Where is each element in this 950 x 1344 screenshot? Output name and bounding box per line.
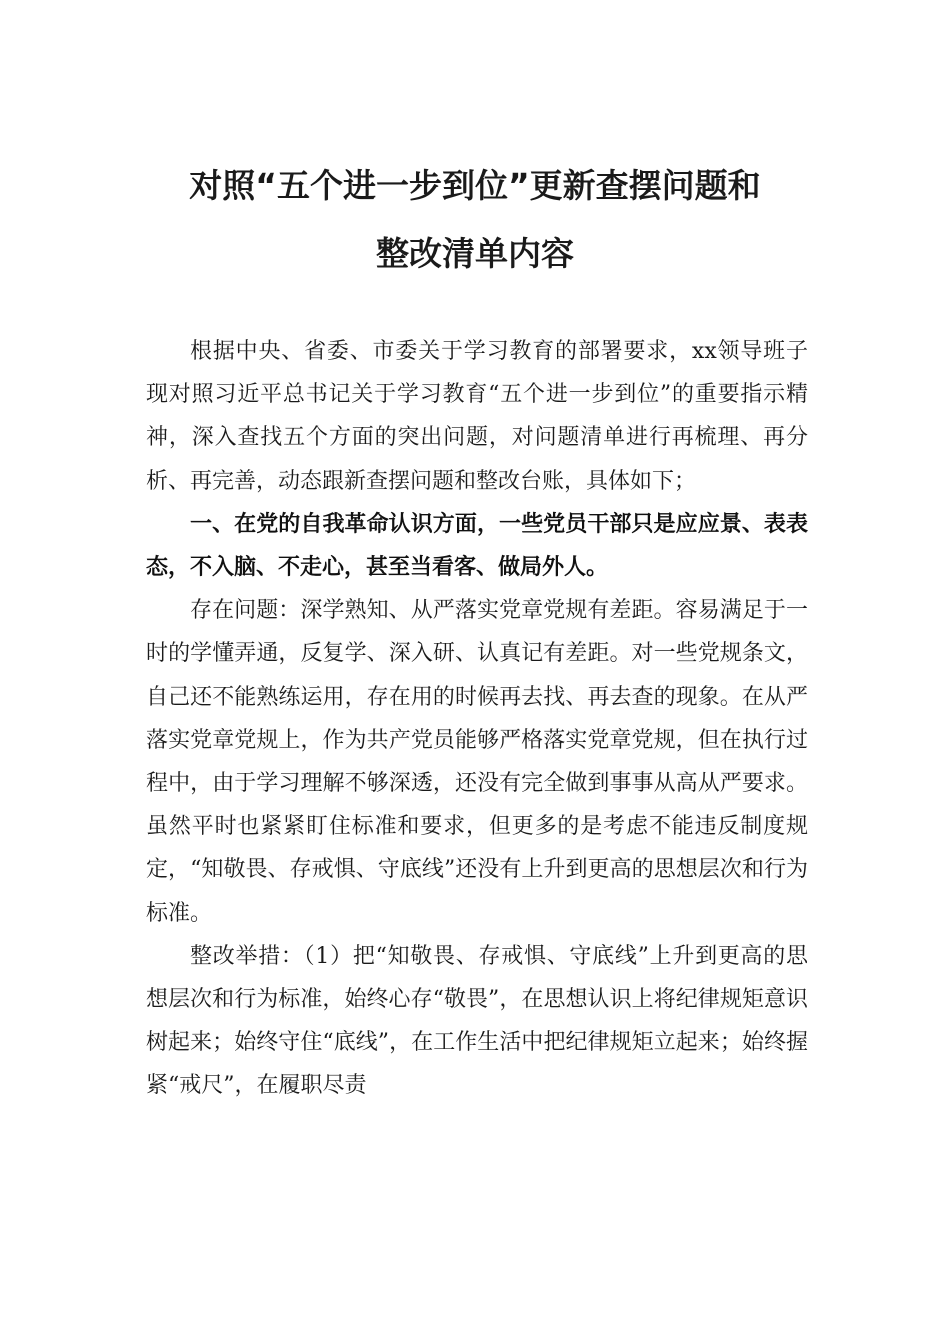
- intro-paragraph: 根据中央、省委、市委关于学习教育的部署要求，xx领导班子现对照习近平总书记关于学习教育“五个进一步到位”的重要指示精神，深入查找五个方面的突出问题，对问题清单进行再梳理、再分析、再完善，动态跟新查摆问题和整改台账，具体如下；: [146, 339, 808, 494]
- document-body: [146, 330, 808, 1108]
- problems-paragraph: 存在问题：深学熟知、从严落实党章党规有差距。容易满足于一时的学懂弄通，反复学、深入研、认真记有差距。对一些党规条文，自己还不能熟练运用，存在用的时候再去找、再去查的现象。在从严落实党章党规上，作为共产党员能够严格落实党章党规，但在执行过程中，由于学习理解不够深透，还没有完全做到事事从高从严要求。虽然平时也紧紧盯住标准和要求，但更多的是考虑不能违反制度规定，“知敬畏、存戒惧、守底线”还没有上升到更高的思想层次和行为标准。: [146, 598, 808, 926]
- measures-paragraph: 整改举措：（1）把“知敬畏、存戒惧、守底线”上升到更高的思想层次和行为标准，始终心存“敬畏”，在思想认识上将纪律规矩意识树起来；始终守住“底线”，在工作生活中把纪律规矩立起来；始终握紧“戒尺”，在履职尽责: [146, 943, 808, 1099]
- document-title-line-1: 对照“五个进一步到位”更新查摆问题和: [189, 166, 761, 205]
- document-title-line-2: 整改清单内容: [376, 234, 574, 273]
- section-heading-1: 一、在党的自我革命认识方面，一些党员干部只是应应景、表表态，不入脑、不走心，甚至当看客、做局外人。: [146, 511, 808, 581]
